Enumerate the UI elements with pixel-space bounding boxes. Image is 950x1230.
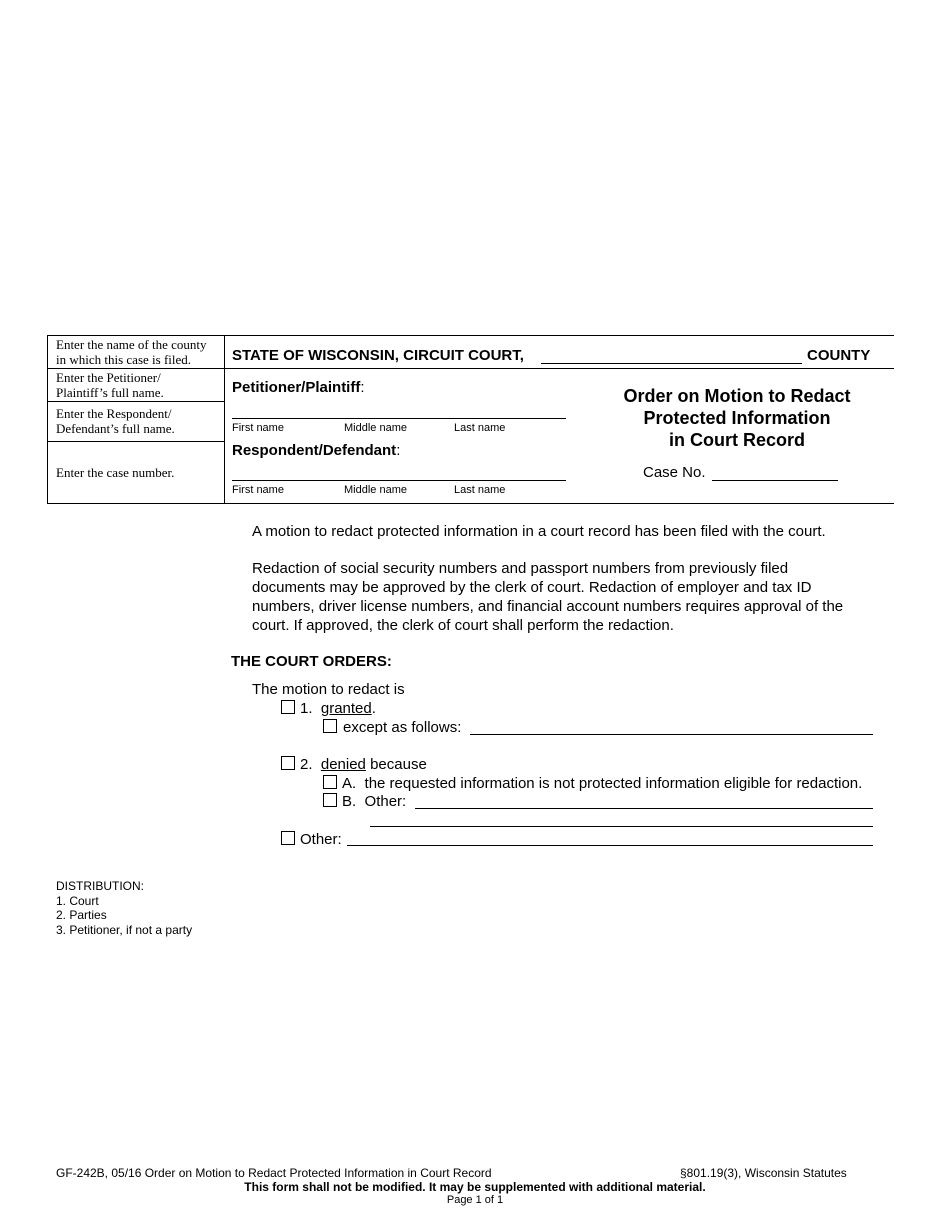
paragraph-line: court. If approved, the clerk of court shall perform the redaction. [252,617,674,634]
hint-line: Plaintiff’s full name. [56,385,164,400]
reason-a-checkbox[interactable] [323,775,337,789]
petitioner-first-name-label: First name [232,422,284,434]
motion-filed-paragraph: A motion to redact protected information in a court record has been filed with the court. [252,523,826,540]
hint-respondent [56,406,222,436]
paragraph-line: documents may be approved by the clerk of court. Redaction of employer and tax ID [252,579,812,596]
hint-case-number: Enter the case number. [56,465,175,480]
petitioner-heading [232,379,365,396]
table-top-border [47,335,894,336]
form-title [587,385,887,451]
footer-form-id: GF-242B, 05/16 Order on Motion to Redact Protected Information in Court Record [56,1166,492,1180]
granted-label: granted [320,700,372,717]
table-left-border [47,335,48,503]
granted-option [300,699,376,718]
hint-line: Enter the Respondent/ [56,406,172,421]
table-row-divider [47,368,894,369]
petitioner-label: Petitioner/Plaintiff [232,379,361,396]
hint-line: Enter the name of the county [56,337,207,352]
other-field[interactable] [347,845,873,846]
county-field[interactable] [541,346,802,364]
except-as-follows-label: except as follows: [343,719,462,736]
reason-b-field-continued[interactable] [370,826,873,827]
period: . [371,700,376,717]
denied-option [300,755,427,774]
distribution-item: 3. Petitioner, if not a party [56,922,193,937]
because-label: because [370,756,427,773]
county-label: COUNTY [807,347,871,364]
hint-line: Defendant’s full name. [56,421,175,436]
reason-b-field[interactable] [415,808,873,809]
reason-letter: B. [342,793,357,810]
hint-divider [47,401,224,402]
form-title-line: Protected Information [643,408,831,428]
footer-notice: This form shall not be modified. It may be supplemented with additional material. [244,1180,706,1194]
table-bottom-border [47,503,894,504]
court-orders-heading: THE COURT ORDERS: [231,653,392,670]
denied-label: denied [320,756,366,773]
case-no-field[interactable] [712,463,838,481]
petitioner-middle-name-label: Middle name [344,422,407,434]
distribution-heading: DISTRIBUTION: [56,879,145,893]
reason-b-checkbox[interactable] [323,793,337,807]
motion-to-redact-label: The motion to redact is [252,681,405,698]
form-title-line: Order on Motion to Redact [623,386,851,406]
hint-petitioner [56,370,222,400]
paragraph-line: numbers, driver license numbers, and financial account numbers requires approval of the [252,598,844,615]
petitioner-last-name-label: Last name [454,422,506,434]
respondent-label: Respondent/Defendant [232,442,397,459]
footer-statute: §801.19(3), Wisconsin Statutes [680,1166,847,1180]
hint-line: in which this case is filed. [56,352,192,367]
granted-checkbox[interactable] [281,700,295,714]
distribution-list [56,879,192,937]
reason-a-label [342,774,862,793]
footer-page-number: Page 1 of 1 [446,1194,504,1206]
reason-a-text: the requested information is not protected information eligible for redaction. [364,775,863,792]
hint-line: Enter the Petitioner/ [56,370,161,385]
respondent-last-name-label: Last name [454,484,506,496]
respondent-name-field[interactable] [232,462,566,481]
reason-letter: A. [342,775,357,792]
hint-county [56,337,222,367]
petitioner-name-field[interactable] [232,400,566,419]
distribution-item: 2. Parties [56,908,107,922]
respondent-middle-name-label: Middle name [344,484,407,496]
distribution-item: 1. Court [56,893,99,908]
state-court-label: STATE OF WISCONSIN, CIRCUIT COURT, [232,347,524,364]
colon: : [360,379,365,396]
table-column-divider [224,335,225,503]
reason-b-text: Other: [364,793,407,810]
option-number: 2. [300,756,313,773]
paragraph-line: Redaction of social security numbers and passport numbers from previously filed [252,560,789,577]
except-as-follows-checkbox[interactable] [323,719,337,733]
colon: : [396,442,401,459]
option-number: 1. [300,700,313,717]
redaction-paragraph [252,559,843,635]
denied-checkbox[interactable] [281,756,295,770]
hint-divider [47,441,224,442]
other-checkbox[interactable] [281,831,295,845]
respondent-first-name-label: First name [232,484,284,496]
form-title-line: in Court Record [668,430,805,450]
except-as-follows-field[interactable] [470,734,873,735]
respondent-heading [232,442,400,459]
reason-b-label [342,792,406,811]
case-no-label: Case No. [643,464,706,481]
other-label: Other: [300,831,342,848]
